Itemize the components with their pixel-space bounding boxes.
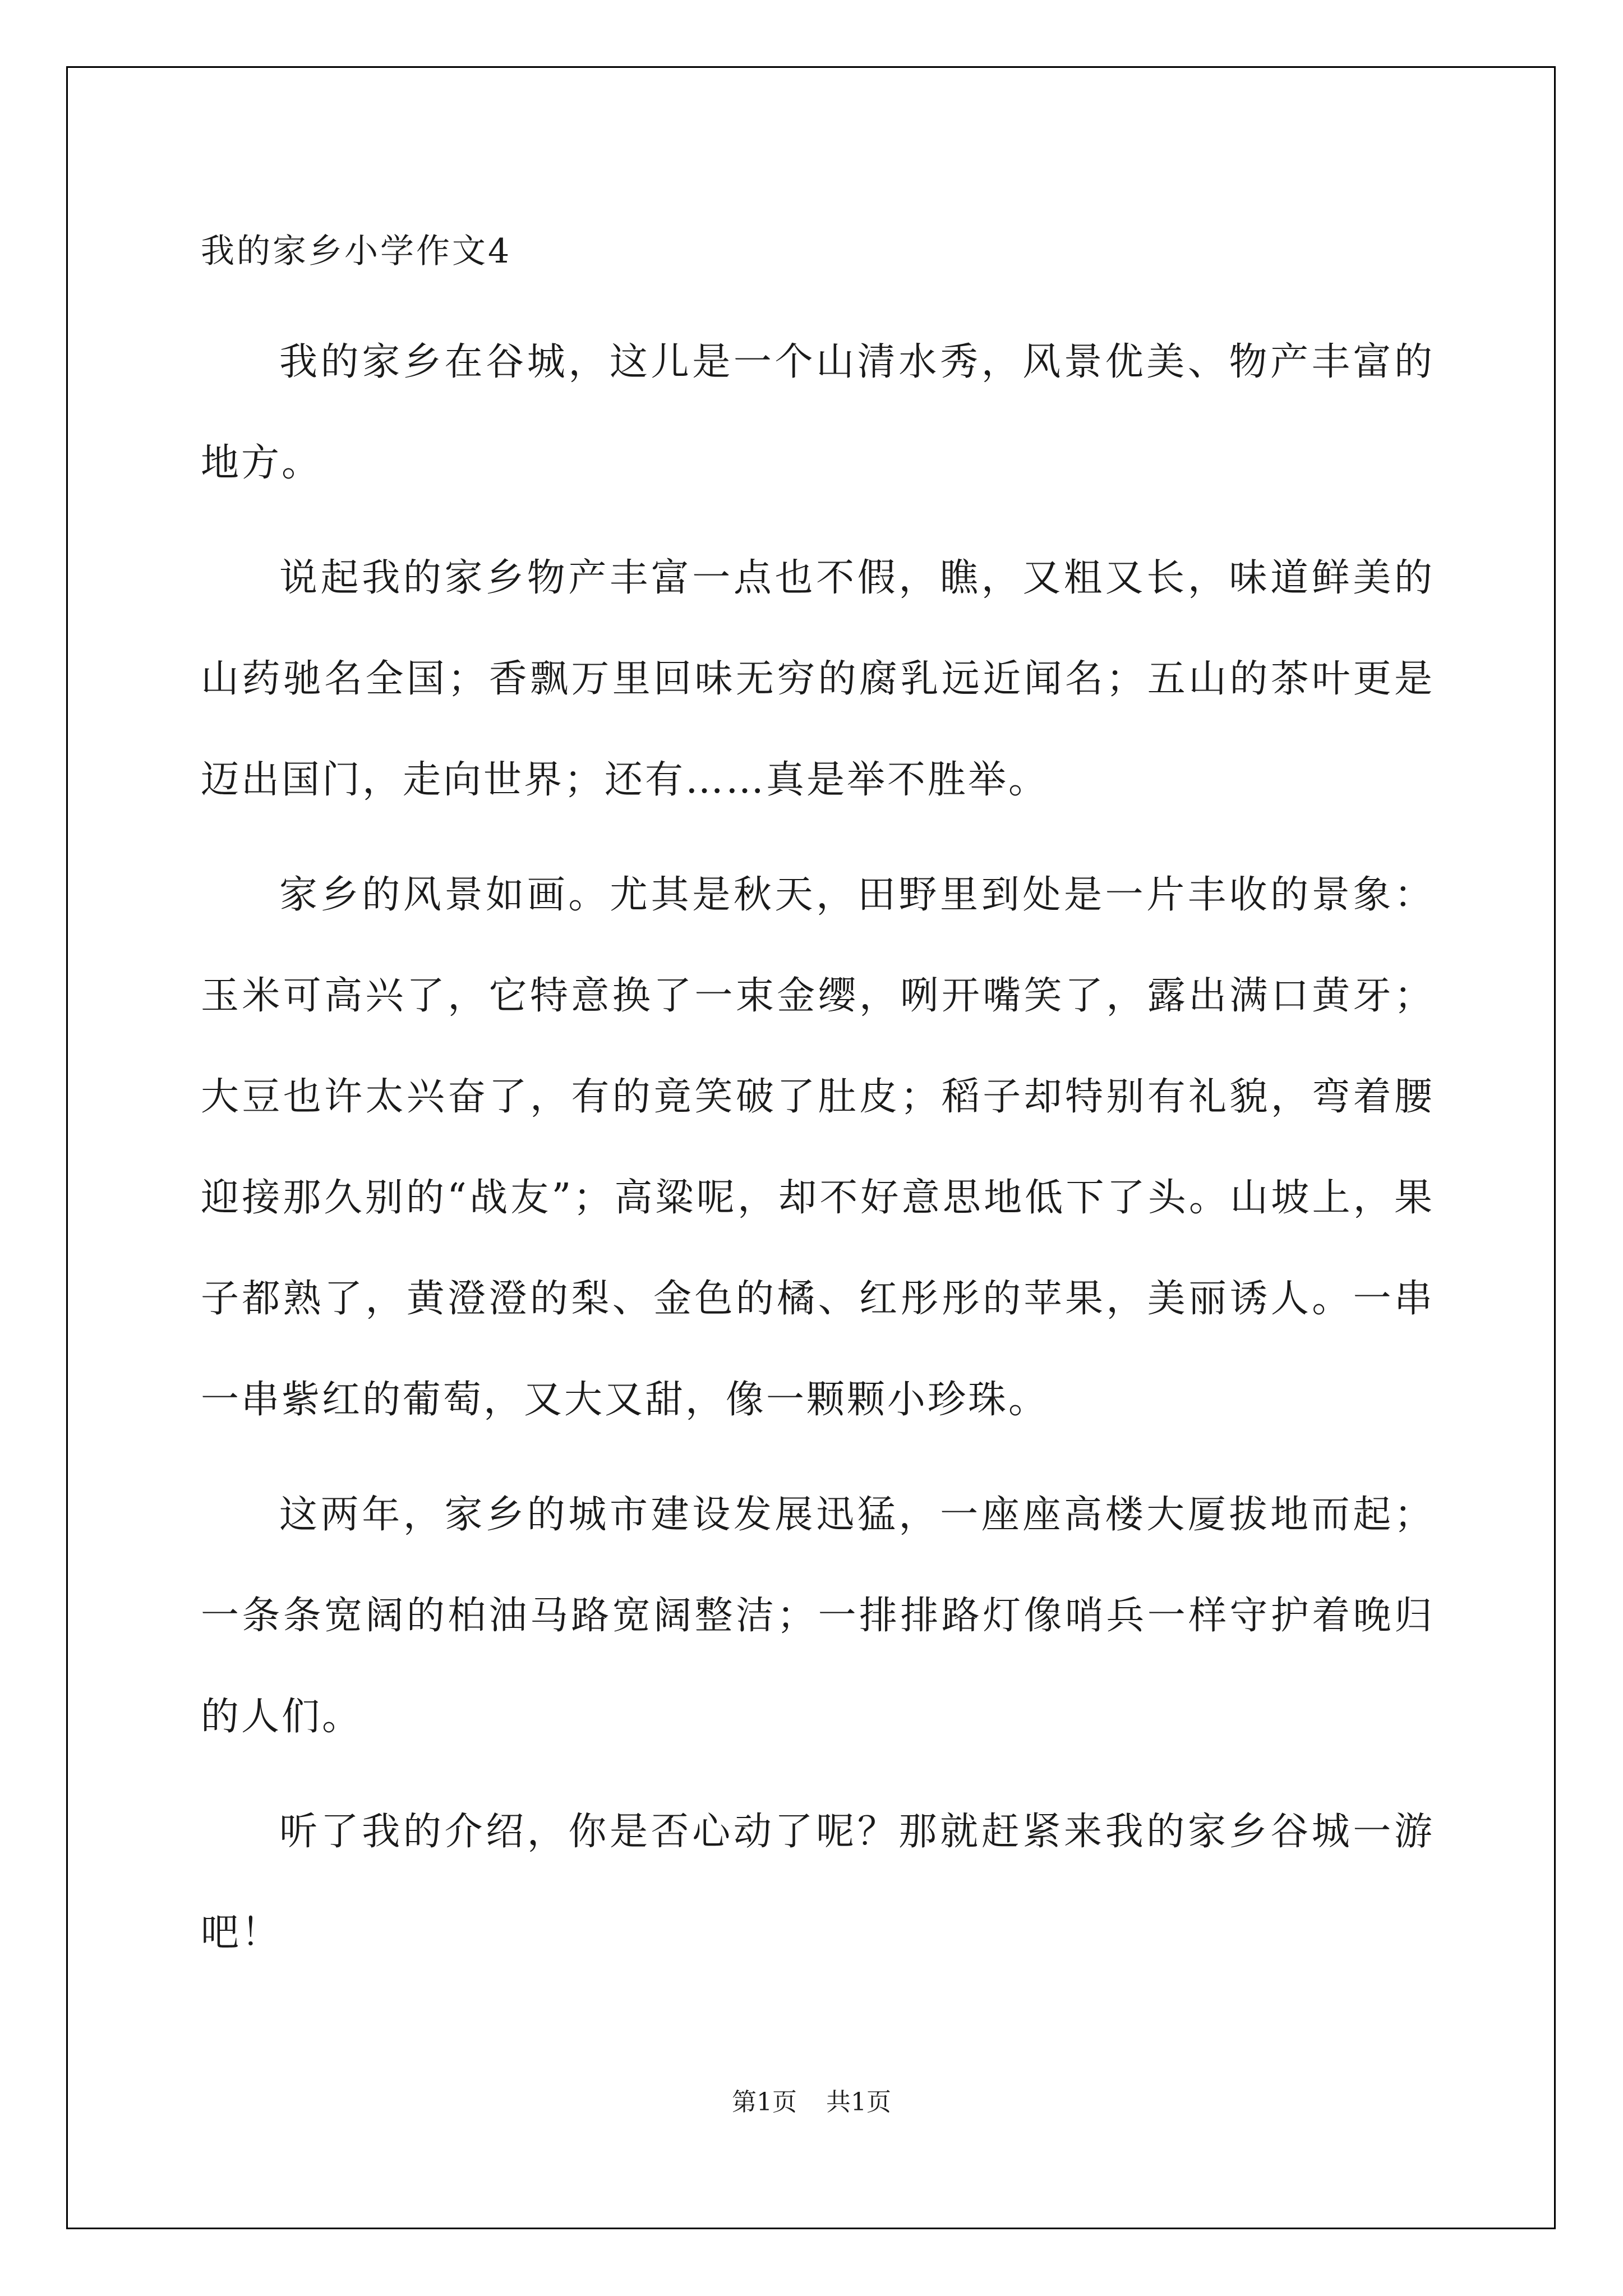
paragraph: 我的家乡在谷城，这儿是一个山清水秀，风景优美、物产丰富的地方。 — [201, 340, 1435, 485]
paragraph: 这两年，家乡的城市建设发展迅猛，一座座高楼大厦拔地而起；一条条宽阔的柏油马路宽阔整洁；一排排路灯像哨兵一样守护着晚归的人们。 — [201, 1493, 1435, 1739]
page-number-current: 第1页 — [732, 2088, 797, 2116]
page-number-total: 共1页 — [826, 2088, 891, 2116]
page-footer — [0, 2086, 1623, 2119]
document-title: 我的家乡小学作文4 — [201, 232, 512, 271]
paragraph: 说起我的家乡物产丰富一点也不假，瞧，又粗又长，味道鲜美的山药驰名全国；香飘万里回味无穷的腐乳远近闻名；五山的茶叶更是迈出国门，走向世界；还有……真是举不胜举。 — [201, 556, 1435, 802]
paragraph: 听了我的介绍，你是否心动了呢？那就赶紧来我的家乡谷城一游吧！ — [201, 1810, 1435, 1955]
document-body — [201, 312, 1435, 1998]
paragraph: 家乡的风景如画。尤其是秋天，田野里到处是一片丰收的景象：玉米可高兴了，它特意换了一束金缨，咧开嘴笑了，露出满口黄牙；大豆也许太兴奋了，有的竟笑破了肚皮；稻子却特别有礼貌，弯着腰迎接那久别的“战友”；高粱呢，却不好意思地低下了头。山坡上，果子都熟了，黄澄澄的梨、金色的橘、红彤彤的苹果，美丽诱人。一串一串紫红的葡萄，又大又甜，像一颗颗小珍珠。 — [201, 873, 1435, 1422]
